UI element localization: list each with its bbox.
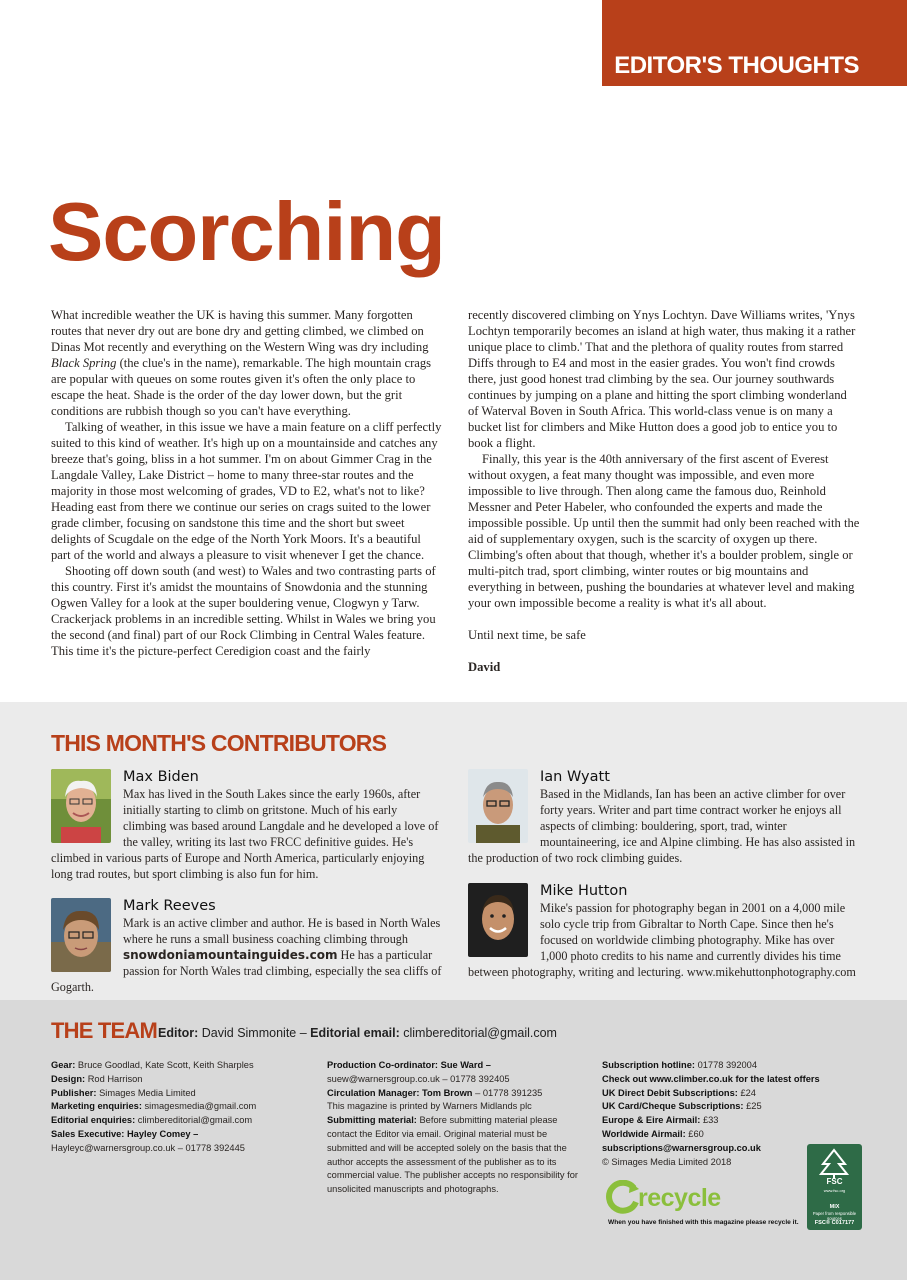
contributor-photo <box>468 769 528 843</box>
contributors-section <box>0 702 907 1000</box>
fsc-mix: MIX <box>829 1204 840 1210</box>
team-line: Sales Executive: Hayley Comey – <box>51 1128 199 1139</box>
contributor-bio: He has a particular passion for North Wales trad climbing, especially the sea cliffs of Gogarth. <box>51 948 442 994</box>
signature-name: David <box>468 660 501 674</box>
contributor-name: Ian Wyatt <box>540 769 610 785</box>
fsc-code: FSC® C017177 <box>814 1220 855 1226</box>
contributor-mike-hutton <box>468 883 864 980</box>
team-line: Publisher: Simages Media Limited <box>51 1087 196 1098</box>
section-tab <box>602 0 907 86</box>
editorial-paragraph: Finally, this year is the 40th anniversary of the first ascent of Everest without oxygen, a feat many thought was impossible, and even more impossible to live through. Then along came the famous duo, Reinhold Messner and Peter Habeler, who confounded the experts and made the impossible possible. Up until then the summit had only been reached with the aid of supplementary oxygen, such is the scarcity of oxygen up there. Climbing's often about that though, whether it's a boulder problem, single or multi-pitch trad, sport climbing, winter routes or big mountains and everything in between, pushing the boundaries at whatever level and making your own impossible become a reality is what it's all about. <box>468 452 860 610</box>
contributor-bio: Mark is an active climber and author. He is based in North Wales where he runs a small business coaching climbing through <box>123 916 441 946</box>
contributor-mark-reeves <box>51 898 443 995</box>
fsc-site: www.fsc.org <box>823 1188 846 1193</box>
team-line: Marketing enquiries: simagesmedia@gmail.com <box>51 1101 257 1112</box>
editorial-paragraph: Shooting off down south (and west) to Wales and two contrasting parts of this country. First it's amidst the mountains of Snowdonia and the stunning Ogwen Valley for a look at the super bouldering venue, Clogwyn y Tarw. Crackerjack problems in an incredible setting. Whilst in Wales we bring you the second (and final) part of our Rock Climbing in Central Wales feature. This time it's the picture-perfect Ceredigion coast and the fairly <box>51 564 436 658</box>
editorial-paragraph: Talking of weather, in this issue we have a main feature on a cliff perfectly suited to this kind of weather. It's high up on a mountainside and catches any breeze that's going, bliss in a hot summer. I'm on about Gimmer Crag in the Langdale Valley, Lake District – home to many three-star routes and the majority in those most welcoming of grades, VD to E2, what's not to like? Heading east from there we continue our series on crags suited to the lower grade climber, focusing on sandstone this time and the short but sweet delights of Scugdale on the edge of the North York Moors. It's a beautiful part of the world and always a pleasure to visit whenever I get the chance. <box>51 420 442 562</box>
team-line: Subscription hotline: 01778 392004 <box>602 1060 758 1070</box>
editor-email[interactable]: climbereditorial@gmail.com <box>403 1026 557 1040</box>
team-line: This magazine is printed by Warners Midlands plc <box>327 1101 532 1112</box>
contributor-ian-wyatt <box>468 769 860 866</box>
contributors-title: THIS MONTH'S CONTRIBUTORS <box>51 730 387 756</box>
page-title: Scorching <box>48 185 445 278</box>
team-column-1 <box>51 1059 301 1156</box>
recycle-caption: When you have finished with this magazine please recycle it. <box>608 1219 799 1226</box>
team-line: Editorial enquiries: climbereditorial@gmail.com <box>51 1115 253 1126</box>
team-line: subscriptions@warnersgroup.co.uk <box>602 1142 761 1153</box>
team-column-2 <box>327 1059 589 1197</box>
editor-line: Editor: David Simmonite – Editorial email: climbereditorial@gmail.com <box>158 1026 557 1040</box>
contributor-max-biden <box>51 769 443 882</box>
team-line: Production Co-ordinator: Sue Ward – <box>327 1060 491 1070</box>
team-line: Circulation Manager: Tom Brown – 01778 391235 <box>327 1087 543 1098</box>
fsc-desc: Paper from responsible sources <box>812 1211 857 1221</box>
contributor-name: Mike Hutton <box>540 883 628 899</box>
section-label: EDITOR'S THOUGHTS <box>614 52 859 79</box>
team-section <box>0 1000 907 1280</box>
recycle-logo <box>606 1180 799 1230</box>
team-line: Check out www.climber.co.uk for the latest offers <box>602 1073 820 1084</box>
contributor-name: Max Biden <box>123 769 199 785</box>
contributor-link[interactable]: snowdoniamountainguides.com <box>123 948 338 962</box>
editorial-paragraph: What incredible weather the UK is having this summer. Many forgotten routes that never dry out are bone dry and getting climbed, we climbed on Dinas Mot recently and everything on the Western Wing was dry including Black Spring (the clue's in the name), remarkable. The high mountain crags are popular with queues on some routes given it's often the only place to escape the heat. Shade is the order of the day lower down, but the grit conditions are rubbish though so you can't have everything. <box>51 308 432 418</box>
team-line: Gear: Bruce Goodlad, Kate Scott, Keith Sharples <box>51 1060 254 1070</box>
fsc-brand: FSC <box>826 1177 843 1186</box>
fsc-badge <box>807 1144 862 1230</box>
contributor-bio: Mike's passion for photography began in 2001 on a 4,000 mile solo cycle trip from Gibraltar to North Cape. Since then he's focused on worldwide climbing photography. Mike has over 1,000 photo credits to his name and currently divides his time between photography, writing and lecturing. www.mikehuttonphotography.com <box>468 901 856 979</box>
team-line: Submitting material: Before submitting material please contact the Editor via email. Original material must be submitted and will be accepted solely on the basis that the author accepts the assessment of the publisher as to its commercial value. The publisher accepts no responsibility for unsolicited manuscripts and photographs. <box>327 1115 578 1195</box>
editorial-paragraph: recently discovered climbing on Ynys Lochtyn. Dave Williams writes, 'Ynys Lochtyn temporarily becomes an island at high water, thus making it a rather unique place to climb.' That and the plethora of quality routes from starred Diffs through to E4 and most in the easier grades. You won't find crowds there, just good honest trad climbing by the sea. Our journey southwards continues by jumping on a plane and hitting the sport climbing wonderland of Waterval Boven in South Africa. This world-class venue is on many a bucket list for climbers and Mike Hutton does a good job to entice you to book a flight. <box>468 308 856 450</box>
editorial-column-right <box>468 307 860 675</box>
contributor-photo <box>51 898 111 972</box>
sign-off: Until next time, be safe <box>468 628 586 642</box>
contributor-bio: Max has lived in the South Lakes since the early 1960s, after initially starting to climb on gritstone. Much of his early climbing was based around Langdale and he developed a love of the valley, writing its last two FRCC definitive guides. He's climbed in various parts of Europe and North America, particularly enjoying long trad routes, but sport climbing is also fun for him. <box>51 787 439 881</box>
team-line: suew@warnersgroup.co.uk – 01778 392405 <box>327 1073 510 1084</box>
team-line: Hayleyc@warnersgroup.co.uk – 01778 392445 <box>51 1142 245 1153</box>
team-line: UK Card/Cheque Subscriptions: £25 <box>602 1101 762 1112</box>
team-line: Design: Rod Harrison <box>51 1073 143 1084</box>
editorial-column-left <box>51 307 443 659</box>
team-line: © Simages Media Limited 2018 <box>602 1156 732 1167</box>
contributor-photo <box>468 883 528 957</box>
contributor-photo <box>51 769 111 843</box>
contributor-name: Mark Reeves <box>123 898 216 914</box>
team-title: THE TEAM <box>51 1018 158 1043</box>
recycle-icon <box>606 1180 640 1216</box>
team-line: Europe & Eire Airmail: £33 <box>602 1115 719 1126</box>
team-line: Worldwide Airmail: £60 <box>602 1128 704 1139</box>
fsc-tree-icon <box>817 1148 851 1180</box>
contributor-bio: Based in the Midlands, Ian has been an active climber for over forty years. Writer and part time contract worker he enjoys all aspects of climbing: bouldering, sport, trad, winter mountaineering, ice and Alpine climbing. He has also assisted in the production of two rock climbing guides. <box>468 787 856 865</box>
recycle-word: recycle <box>638 1184 721 1212</box>
team-line: UK Direct Debit Subscriptions: £24 <box>602 1087 756 1098</box>
